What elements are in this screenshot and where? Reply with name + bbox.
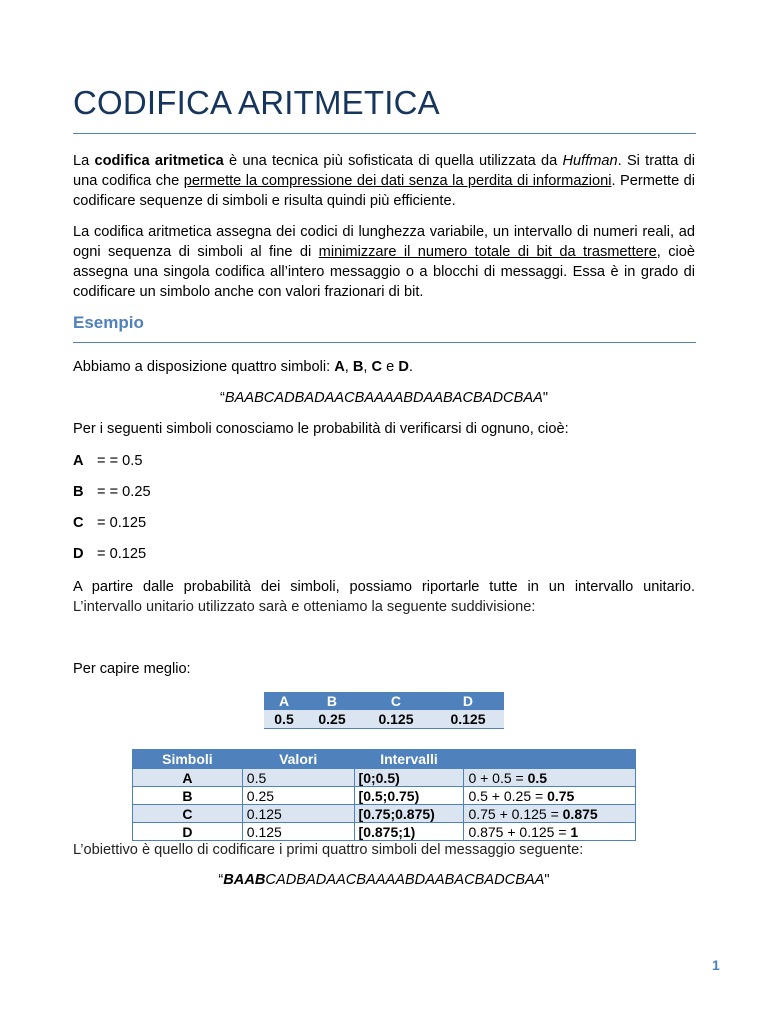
intro-text: è una tecnica più sofisticata di quella utilizzata da (223, 153, 563, 169)
separator: e (382, 359, 399, 375)
prob-value: = = 0.25 (97, 484, 151, 500)
table-cell-sum (464, 769, 636, 787)
prob-symbol: D (73, 546, 84, 562)
quote-open: “ (220, 390, 225, 406)
intro-text: La codifica aritmetica assegna dei codici di lunghezza variabile, un intervallo di numeri reali, ad ogni sequenza di simboli al fine di (73, 224, 695, 260)
table-cell: 0.5 (264, 710, 304, 729)
probability-row-b (73, 482, 151, 502)
table-row (133, 787, 636, 805)
prob-value: = 0.125 (97, 546, 147, 562)
page-number: 1 (712, 957, 720, 973)
understand-line: Per capire meglio: (73, 661, 191, 677)
probability-row-d (73, 544, 146, 564)
interval-text-2: L’intervallo unitario utilizzato sarà e otteniamo la seguente suddivisione: (73, 599, 536, 615)
intro-text: . Permette di codificare sequenze di simboli e risulta quindi più efficiente. (73, 173, 695, 209)
period: . (408, 359, 413, 375)
message-sequence (73, 388, 695, 408)
table-cell-sum (464, 823, 636, 841)
sequence-bold: BAAB (223, 872, 266, 888)
table-cell-value: 0.125 (242, 805, 354, 823)
intro-text: , cioè assegna una singola codifica all’intero messaggio o a blocchi di messaggi. Essa è in grado di codificare un simbolo anche con valori frazionari di bit. (73, 244, 695, 300)
goal-text: L’obiettivo è quello di codificare i primi quattro simboli del messaggio seguente: (73, 842, 584, 858)
table-cell-interval: [0.75;0.875) (354, 805, 464, 823)
sum-result: 1 (570, 823, 579, 840)
intro-underlined-text: permette la compressione dei dati senza la perdita di informazioni (183, 173, 612, 189)
sum-result: 0.75 (547, 787, 575, 804)
table-cell: 0.25 (304, 710, 360, 729)
section-divider (73, 342, 696, 343)
table-cell-sum (464, 805, 636, 823)
table-header-cell: Valori (242, 750, 354, 769)
table-header-cell: A (264, 692, 304, 710)
sum-text: 0.875 + 0.125 = (468, 823, 571, 840)
sum-result: 0.875 (562, 805, 598, 822)
table-header-cell: C (360, 692, 432, 710)
sequence-rest: CADBADAACBAAAABDAABACBADCBAA (265, 872, 545, 888)
table-row (133, 823, 636, 841)
table-cell-symbol: C (133, 805, 243, 823)
separator: , (363, 359, 372, 375)
sequence-text: BAABCADBADAACBAAAABDAABACBADCBAA (224, 390, 543, 406)
symbol-c: C (371, 359, 383, 375)
probability-intro: Per i seguenti simboli conosciamo le probabilità di verificarsi di ognuno, cioè: (73, 421, 569, 437)
table-header-cell (464, 750, 636, 769)
intro-text: La (73, 153, 95, 169)
table-cell-value: 0.5 (242, 769, 354, 787)
page-title: CODIFICA ARITMETICA (73, 84, 440, 121)
intro-paragraph-1 (73, 151, 695, 211)
table-header-row (264, 692, 504, 710)
quote-close: " (542, 390, 548, 406)
sum-result: 0.5 (527, 769, 548, 786)
intro-paragraph-2 (73, 222, 695, 302)
table-cell-symbol: A (133, 769, 243, 787)
sum-text: 0.5 + 0.25 = (468, 787, 548, 804)
prob-value: = = 0.5 (97, 453, 143, 469)
table-cell-symbol: D (133, 823, 243, 841)
symbol-d: D (398, 359, 409, 375)
prob-symbol: C (73, 515, 84, 531)
symbol-b: B (352, 359, 364, 375)
symbols-line (73, 357, 413, 377)
table-cell-interval: [0.875;1) (354, 823, 464, 841)
table-row (133, 805, 636, 823)
table-cell-symbol: B (133, 787, 243, 805)
prob-symbol: B (73, 484, 84, 500)
table-header-cell: B (304, 692, 360, 710)
table-cell-interval: [0.5;0.75) (354, 787, 464, 805)
symbols-text: Abbiamo a disposizione quattro simboli: (73, 359, 335, 375)
sum-text: 0 + 0.5 = (468, 769, 528, 786)
probability-row-c (73, 513, 146, 533)
intro-bold-term: codifica aritmetica (94, 153, 224, 169)
probability-table (264, 692, 504, 729)
quote-open: “ (218, 872, 224, 888)
separator: , (344, 359, 353, 375)
sum-text: 0.75 + 0.125 = (468, 805, 563, 822)
table-row (264, 710, 504, 729)
section-heading: Esempio (73, 313, 144, 332)
prob-value: = 0.125 (97, 515, 147, 531)
intervals-table (132, 749, 636, 841)
interval-text-1: A partire dalle probabilità dei simboli, possiamo riportarle tutte in un intervallo unitario. (73, 579, 695, 595)
quote-close: " (544, 872, 550, 888)
goal-sequence (73, 870, 695, 890)
table-cell: 0.125 (360, 710, 432, 729)
table-row (133, 769, 636, 787)
table-cell-value: 0.125 (242, 823, 354, 841)
table-header-row (133, 750, 636, 769)
table-cell-interval: [0;0.5) (354, 769, 464, 787)
probability-row-a (73, 451, 142, 471)
symbol-a: A (334, 359, 345, 375)
intro-underlined-text: minimizzare il numero totale di bit da trasmettere (318, 244, 657, 260)
table-cell-value: 0.25 (242, 787, 354, 805)
intro-text: . Si tratta di una codifica che (73, 153, 695, 189)
table-header-cell: Intervalli (354, 750, 464, 769)
table-header-cell: D (432, 692, 504, 710)
table-cell: 0.125 (432, 710, 504, 729)
intro-italic-term: Huffman (562, 153, 618, 169)
table-cell-sum (464, 787, 636, 805)
prob-symbol: A (73, 453, 84, 469)
table-header-cell: Simboli (133, 750, 243, 769)
title-divider (73, 133, 696, 134)
